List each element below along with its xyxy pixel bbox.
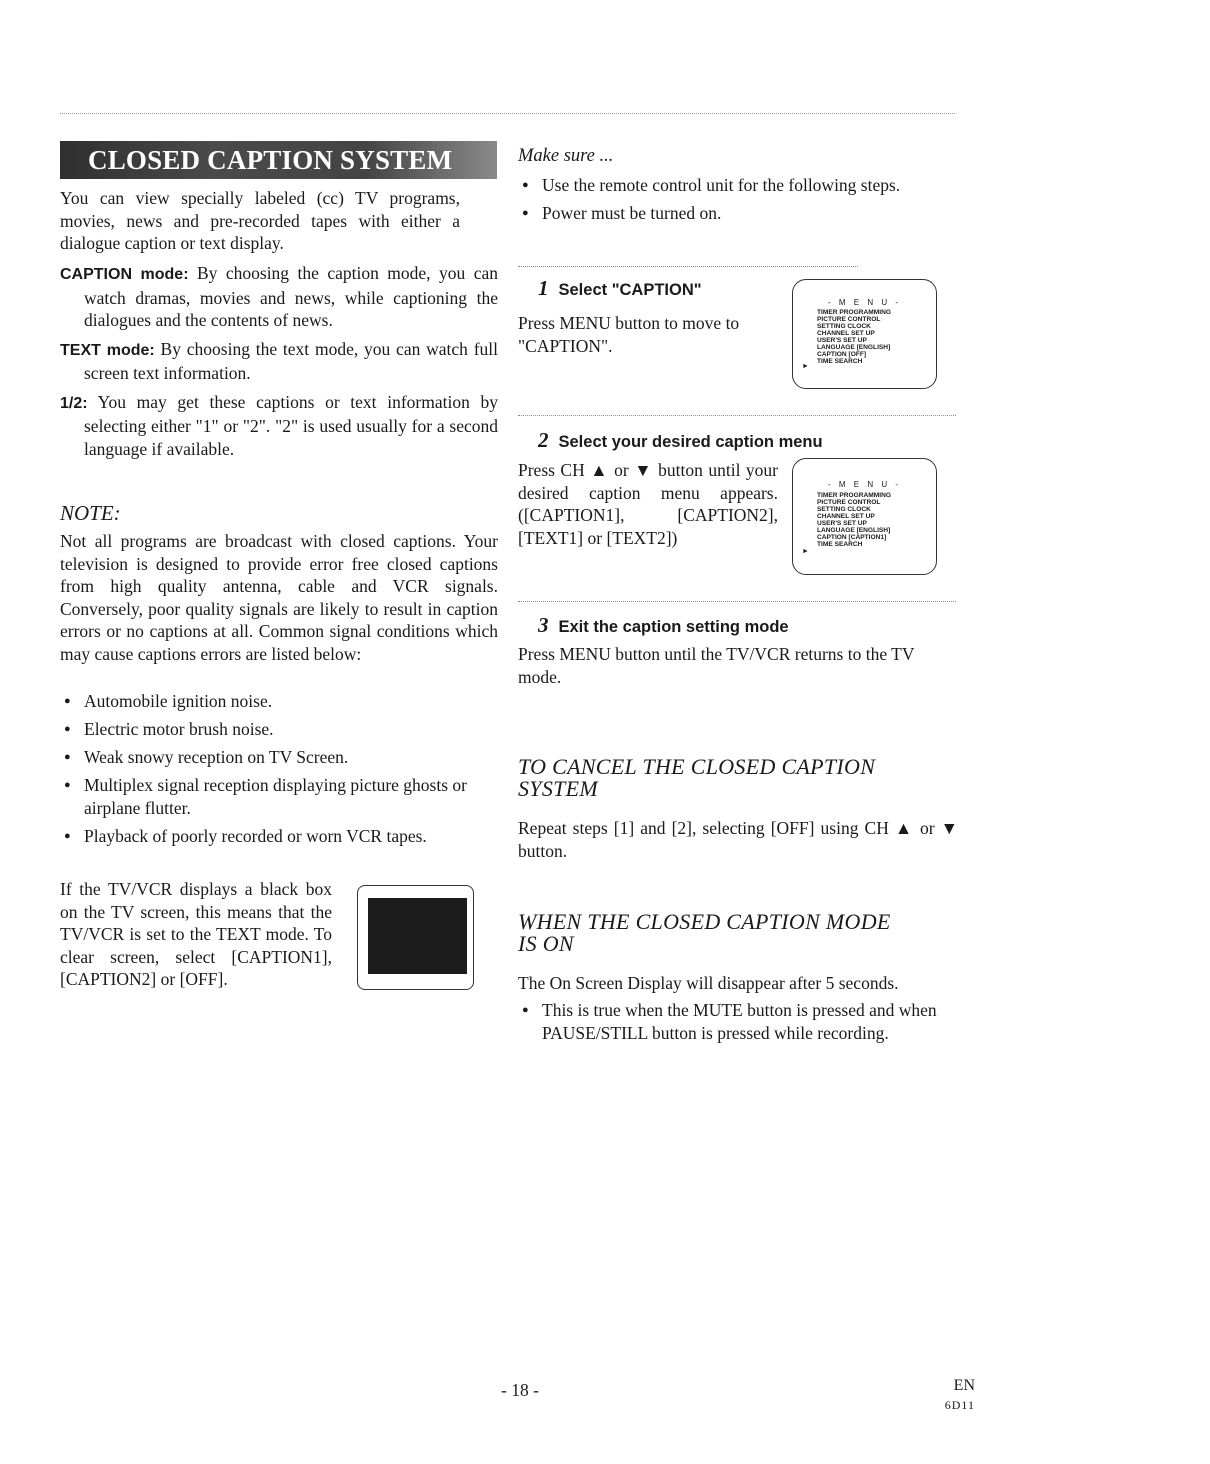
list-item: ● This is true when the MUTE button is pressed and when PAUSE/STILL button is pressed while recording. <box>518 999 960 1044</box>
one-two-text: You may get these captions or text information by selecting either "1" or "2". "2" is used usually for a second language if available. <box>84 391 498 459</box>
step-2-text: Press CH ▲ or ▼ button until your desired caption menu appears. ([CAPTION1], [CAPTION2], [TEXT1] or [TEXT2]) <box>518 460 778 548</box>
menu-item-list <box>817 309 891 365</box>
menu-item: TIME SEARCH <box>817 358 863 365</box>
cancel-text: Repeat steps [1] and [2], selecting [OFF] using CH ▲ or ▼ button. <box>518 818 958 861</box>
text-mode-definition <box>60 338 498 385</box>
step-1-text: Press MENU button to move to "CAPTION". <box>518 313 740 356</box>
one-two-term: 1/2: <box>60 394 88 412</box>
step-divider <box>518 266 858 267</box>
list-item: ● Weak snowy reception on TV Screen. <box>60 746 498 769</box>
caption-mode-term: CAPTION mode: <box>60 266 189 283</box>
step-1-number: 1 <box>538 276 549 300</box>
list-item: ● Playback of poorly recorded or worn VCR tapes. <box>60 825 498 848</box>
menu-item: USER'S SET UP <box>817 520 867 527</box>
when-on-text: The On Screen Display will disappear after 5 seconds. <box>518 973 899 993</box>
menu-item: TIMER PROGRAMMING <box>817 492 891 499</box>
cancel-heading <box>518 756 958 800</box>
list-item: ● Use the remote control unit for the following steps. <box>518 174 958 197</box>
language-code: EN <box>953 1377 975 1394</box>
menu-item: PICTURE CONTROL <box>817 316 881 323</box>
menu-item: LANGUAGE [ENGLISH] <box>817 527 891 534</box>
section-title-bar <box>60 141 497 179</box>
one-two-definition <box>60 391 498 461</box>
menu-item: CAPTION [CAPTION1] <box>817 534 887 541</box>
menu-item: CAPTION [OFF] <box>817 351 867 358</box>
step-divider <box>518 601 956 602</box>
step-3-number: 3 <box>538 613 549 637</box>
menu-item: SETTING CLOCK <box>817 323 871 330</box>
list-item: ● Automobile ignition noise. <box>60 690 498 713</box>
note-text: Not all programs are broadcast with closed captions. Your television is designed to provide error free closed captions from high quality antenna, cable and VCR signals. Conversely, poor quality signals are likely to result in caption errors or no captions at all. Common signal conditions which may cause captions errors are listed below: <box>60 531 498 664</box>
caption-mode-definition <box>60 262 498 332</box>
menu-item: CHANNEL SET UP <box>817 513 875 520</box>
tv-black-box-note: If the TV/VCR displays a black box on the TV screen, this means that the TV/VCR is set to the TEXT mode. To clear screen, select [CAPTION1], [CAPTION2] or [OFF]. <box>60 879 332 989</box>
list-item: ● Multiplex signal reception displaying picture ghosts or airplane flutter. <box>60 774 498 819</box>
top-rule <box>60 113 955 114</box>
menu-item: TIME SEARCH <box>817 541 863 548</box>
model-code: 6D11 <box>944 1398 975 1412</box>
step-2-number: 2 <box>538 428 549 452</box>
menu-cursor-arrow-icon: ► <box>802 548 809 555</box>
page-number: - 18 - <box>501 1380 539 1400</box>
step-divider <box>518 415 956 416</box>
text-mode-text: By choosing the text mode, you can watch full screen text information. <box>84 338 499 383</box>
menu-item: CHANNEL SET UP <box>817 330 875 337</box>
section-title: CLOSED CAPTION SYSTEM <box>88 145 453 175</box>
step-3-text: Press MENU button until the TV/VCR returns to the TV mode. <box>518 644 915 687</box>
menu-item-list <box>817 492 891 548</box>
step-1-header <box>538 276 702 302</box>
when-on-heading-line-1: WHEN THE CLOSED CAPTION MODE <box>518 909 891 934</box>
step-3-title: Exit the caption setting mode <box>558 618 789 636</box>
menu-title: - M E N U - <box>828 480 901 489</box>
menu-title: - M E N U - <box>828 298 901 307</box>
step-3-header <box>538 613 789 639</box>
step-2-header <box>538 428 823 454</box>
menu-item: USER'S SET UP <box>817 337 867 344</box>
list-item: ● Power must be turned on. <box>518 202 958 225</box>
when-on-heading-line-2: IS ON <box>518 931 574 956</box>
when-on-bullet-list <box>518 999 960 1050</box>
caption-mode-text: By choosing the caption mode, you can watch dramas, movies and news, while captioning the dialogues and the contents of news. <box>84 263 498 330</box>
mode-definitions <box>60 262 498 466</box>
when-on-heading <box>518 911 958 955</box>
menu-screen-1 <box>792 279 937 389</box>
note-heading: NOTE: <box>60 501 121 525</box>
cancel-heading-line-2: SYSTEM <box>518 776 599 801</box>
menu-item: PICTURE CONTROL <box>817 499 881 506</box>
menu-item: SETTING CLOCK <box>817 506 871 513</box>
step-2-title: Select your desired caption menu <box>558 433 823 451</box>
black-text-box <box>368 898 467 974</box>
cancel-heading-line-1: TO CANCEL THE CLOSED CAPTION <box>518 754 876 779</box>
menu-item: LANGUAGE [ENGLISH] <box>817 344 891 351</box>
menu-cursor-arrow-icon: ► <box>802 363 809 370</box>
make-sure-list <box>518 174 958 230</box>
menu-item: TIMER PROGRAMMING <box>817 309 891 316</box>
step-1-title: Select "CAPTION" <box>558 281 702 299</box>
text-mode-term: TEXT mode: <box>60 341 155 359</box>
make-sure-heading: Make sure ... <box>518 146 614 166</box>
list-item: ● Electric motor brush noise. <box>60 718 498 741</box>
intro-text: You can view specially labeled (cc) TV programs, movies, news and pre-recorded tapes with either a dialogue caption or text display. <box>60 188 460 253</box>
tv-screen-illustration <box>357 885 474 990</box>
note-bullet-list <box>60 690 498 853</box>
menu-screen-2 <box>792 458 937 575</box>
